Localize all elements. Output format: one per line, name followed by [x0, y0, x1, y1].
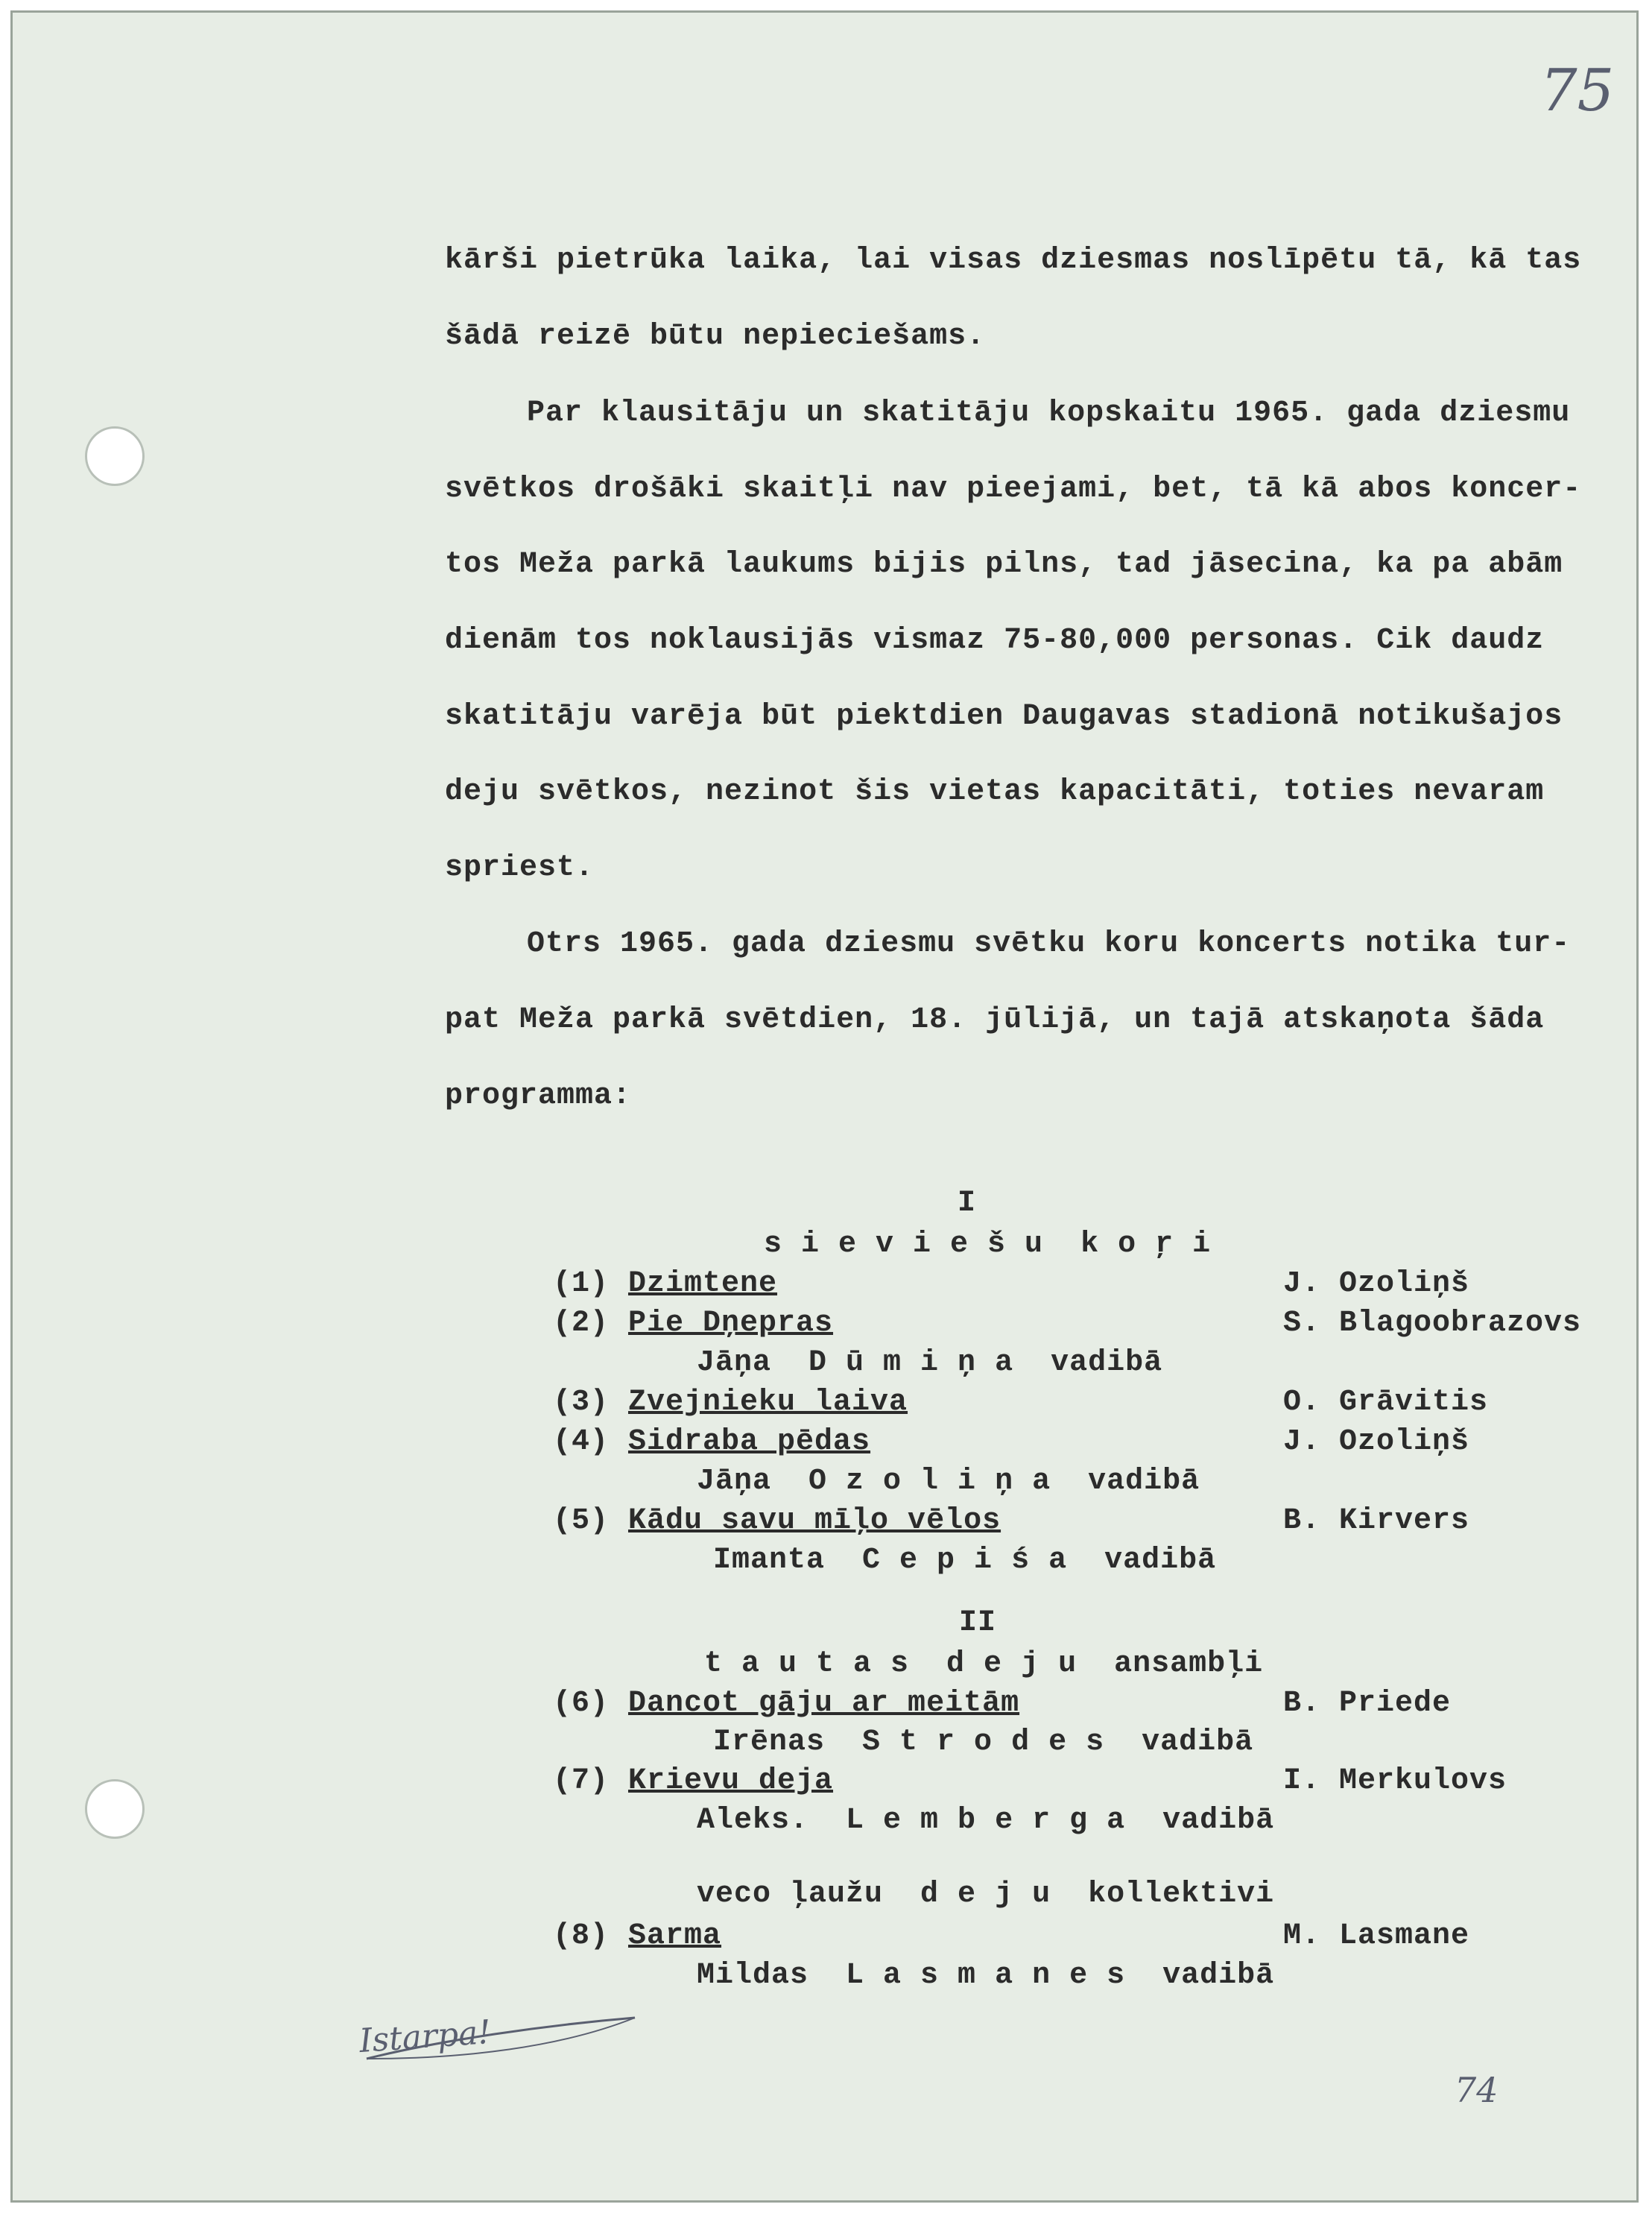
section-numeral: II: [959, 1606, 997, 1640]
section-numeral: I: [958, 1187, 977, 1220]
text-line: Par klausitāju un skatitāju kopskaitu 1965. gada dziesmu: [527, 397, 1571, 430]
conductor-line: Imanta C e p i ś a vadibā: [713, 1544, 1217, 1577]
item-number: (2): [553, 1307, 610, 1340]
composer: I. Merkulovs: [1283, 1764, 1507, 1798]
item-number: (8): [553, 1919, 610, 1953]
work-title: Dzimtene: [628, 1267, 778, 1301]
text-line: Otrs 1965. gada dziesmu svētku koru koncerts notika tur-: [527, 927, 1571, 961]
text-line: skatitāju varēja būt piektdien Daugavas stadionā notikušajos: [445, 700, 1563, 733]
page-number-handwritten: 75: [1540, 57, 1615, 124]
page-number-handwritten: 74: [1455, 2070, 1498, 2110]
composer: O. Grāvitis: [1283, 1386, 1489, 1419]
margin-note-handwritten: Istarpa!: [358, 2012, 493, 2061]
section-heading: t a u t a s d e j u ansambļi: [704, 1647, 1264, 1681]
text-line: spriest.: [445, 851, 595, 885]
composer: S. Blagoobrazovs: [1283, 1307, 1582, 1340]
text-line: dienām tos noklausijās vismaz 75-80,000 personas. Cik daudz: [445, 624, 1545, 657]
item-number: (1): [553, 1267, 610, 1301]
item-number: (6): [553, 1687, 610, 1720]
item-number: (7): [553, 1764, 610, 1798]
document-page: [10, 10, 1639, 2203]
work-title: Sidraba pēdas: [628, 1425, 871, 1459]
conductor-line: Irēnas S t r o d e s vadibā: [713, 1726, 1254, 1759]
text-line: šādā reizē būtu nepieciešams.: [445, 320, 986, 353]
composer: B. Kirvers: [1283, 1504, 1470, 1538]
text-line: kārši pietrūka laika, lai visas dziesmas noslīpētu tā, kā tas: [445, 244, 1582, 277]
text-line: svētkos drošāki skaitļi nav pieejami, bet, tā kā abos koncer-: [445, 473, 1582, 506]
conductor-line: Aleks. L e m b e r g a vadibā: [697, 1804, 1275, 1837]
work-title: Kādu savu mīļo vēlos: [628, 1504, 1001, 1538]
conductor-line: Mildas L a s m a n e s vadibā: [697, 1959, 1275, 1992]
work-title: Sarma: [628, 1919, 722, 1953]
composer: B. Priede: [1283, 1687, 1452, 1720]
item-number: (5): [553, 1504, 610, 1538]
composer: J. Ozoliņš: [1283, 1425, 1470, 1459]
composer: M. Lasmane: [1283, 1919, 1470, 1953]
punch-hole: [85, 426, 145, 486]
section-heading: s i e v i e š u k o ŗ i: [764, 1228, 1212, 1261]
item-number: (3): [553, 1386, 610, 1419]
work-title: Dancot gāju ar meitām: [628, 1687, 1020, 1720]
text-line: deju svētkos, nezinot šis vietas kapacitāti, toties nevaram: [445, 775, 1545, 809]
work-title: Krievu deja: [628, 1764, 834, 1798]
text-line: programma:: [445, 1079, 632, 1113]
text-line: pat Meža parkā svētdien, 18. jūlijā, un tajā atskaņota šāda: [445, 1003, 1545, 1037]
conductor-line: Jāņa D ū m i ņ a vadibā: [697, 1346, 1163, 1380]
text-line: tos Meža parkā laukums bijis pilns, tad jāsecina, ka pa abām: [445, 548, 1563, 581]
punch-hole: [85, 1779, 145, 1839]
margin-note-arrow: [352, 1988, 650, 2077]
work-title: Zvejnieku laiva: [628, 1386, 908, 1419]
work-title: Pie Dņepras: [628, 1307, 834, 1340]
composer: J. Ozoliņš: [1283, 1267, 1470, 1301]
conductor-line: Jāņa O z o l i ņ a vadibā: [697, 1465, 1200, 1498]
subheading: veco ļaužu d e j u kollektivi: [697, 1878, 1275, 1911]
item-number: (4): [553, 1425, 610, 1459]
